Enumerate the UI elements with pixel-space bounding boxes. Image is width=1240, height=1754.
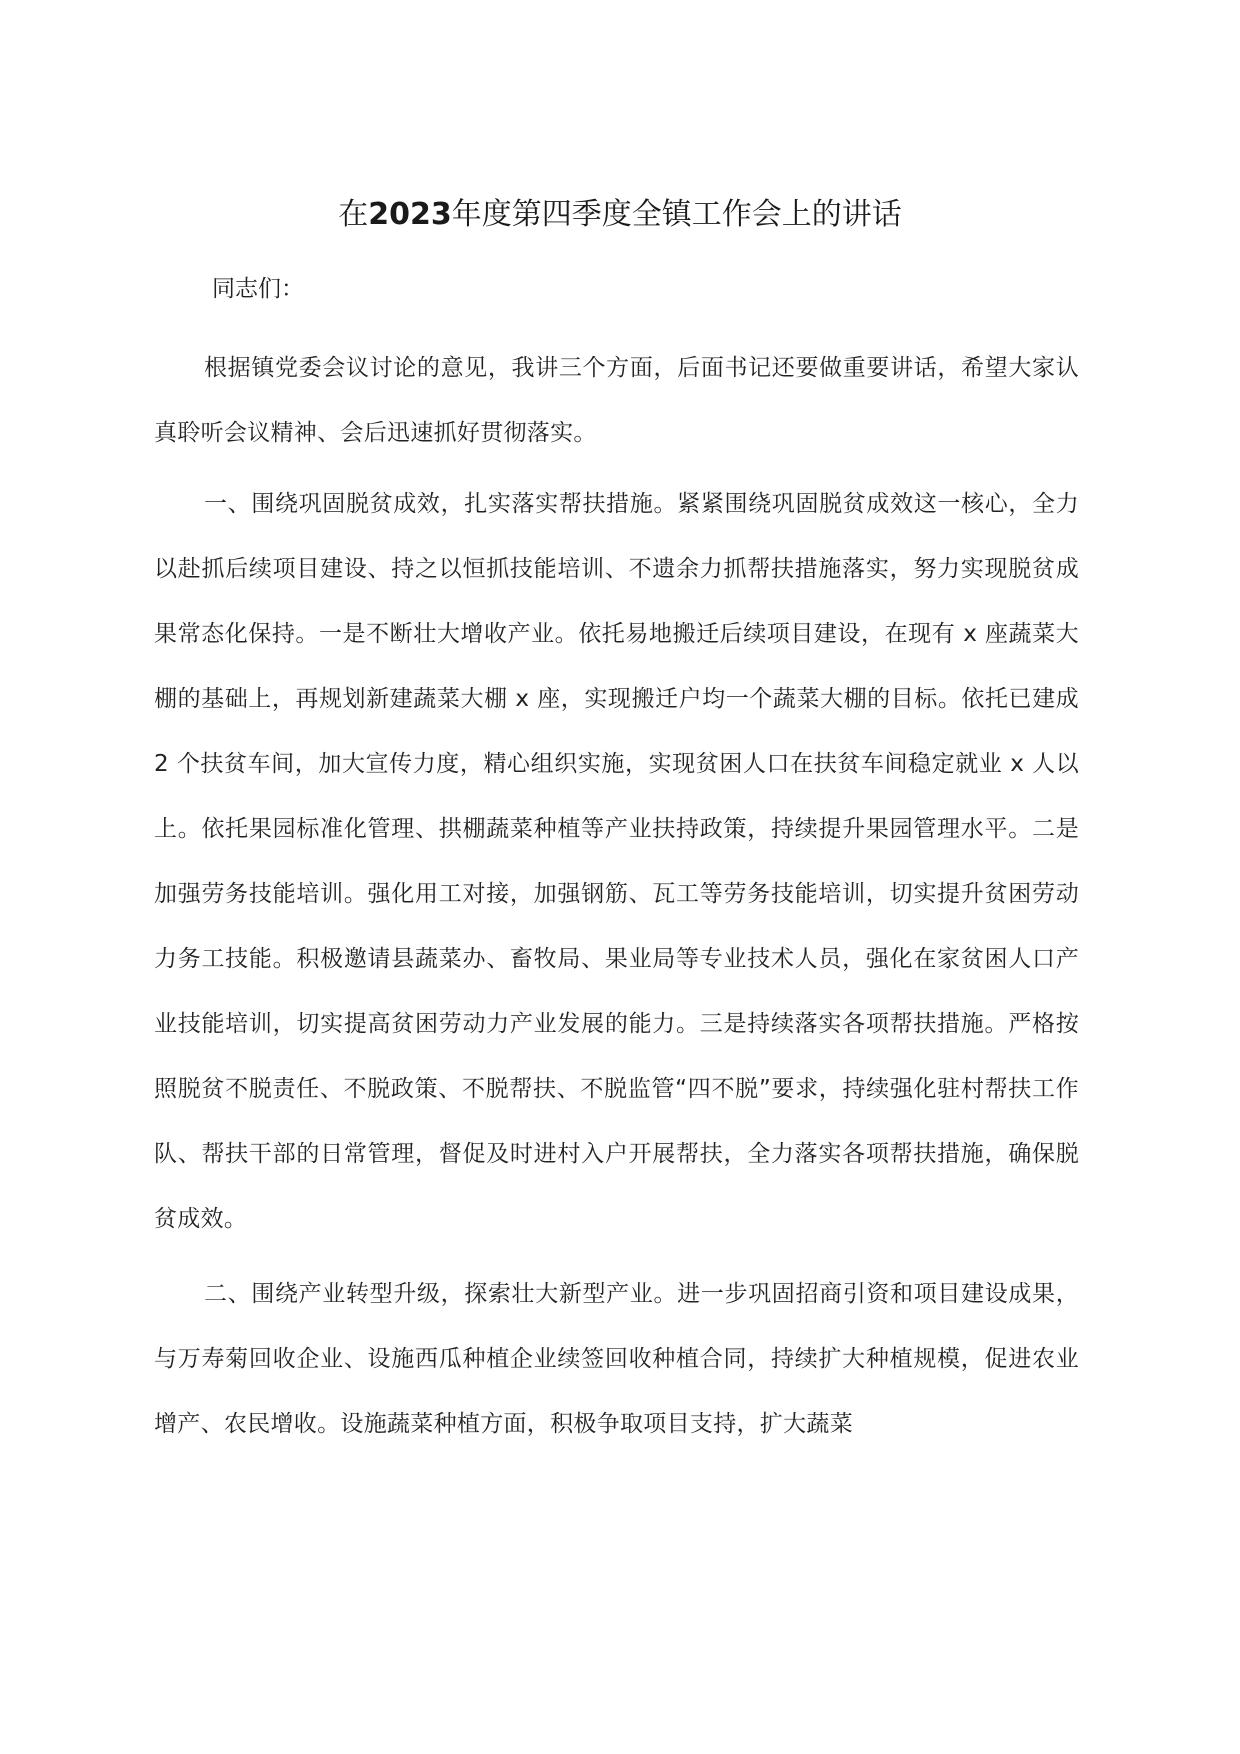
title-year: 2023 (368, 197, 452, 232)
paragraph-section-two: 二、围绕产业转型升级，探索壮大新型产业。进一步巩固招商引资和项目建设成果，与万寿菊回收企业、设施西瓜种植企业续签回收种植合同，持续扩大种植规模，促进农业增产、农民增收。设施蔬菜种植方面，积极争取项目支持，扩大蔬菜 (154, 1281, 1079, 1437)
title-suffix: 年度第四季度全镇工作会上的讲话 (451, 197, 902, 232)
page-title (0, 195, 1240, 235)
title-prefix: 在 (338, 197, 369, 232)
salutation: 同志们： (212, 276, 304, 302)
paragraph-section-one: 一、围绕巩固脱贫成效，扎实落实帮扶措施。紧紧围绕巩固脱贫成效这一核心，全力以赴抓后续项目建设、持之以恒抓技能培训、不遗余力抓帮扶措施落实，努力实现脱贫成果常态化保持。一是不断壮大增收产业。依托易地搬迁后续项目建设，在现有 x 座蔬菜大棚的基础上，再规划新建蔬菜大棚 x 座，实现搬迁户均一个蔬菜大棚的目标。依托已建成 2 个扶贫车间，加大宣传力度，精心组织实施，实现贫困人口在扶贫车间稳定就业 x 人以上。依托果园标准化管理、拱棚蔬菜种植等产业扶持政策，持续提升果园管理水平。二是加强劳务技能培训。强化用工对接，加强钢筋、瓦工等劳务技能培训，切实提升贫困劳动力务工技能。积极邀请县蔬菜办、畜牧局、果业局等专业技术人员，强化在家贫困人口产业技能培训，切实提高贫困劳动力产业发展的能力。三是持续落实各项帮扶措施。严格按照脱贫不脱责任、不脱政策、不脱帮扶、不脱监管“四不脱”要求，持续强化驻村帮扶工作队、帮扶干部的日常管理，督促及时进村入户开展帮扶，全力落实各项帮扶措施，确保脱贫成效。 (154, 491, 1079, 1232)
paragraph-intro: 根据镇党委会议讨论的意见，我讲三个方面，后面书记还要做重要讲话，希望大家认真聆听会议精神、会后迅速抓好贯彻落实。 (154, 355, 1079, 446)
